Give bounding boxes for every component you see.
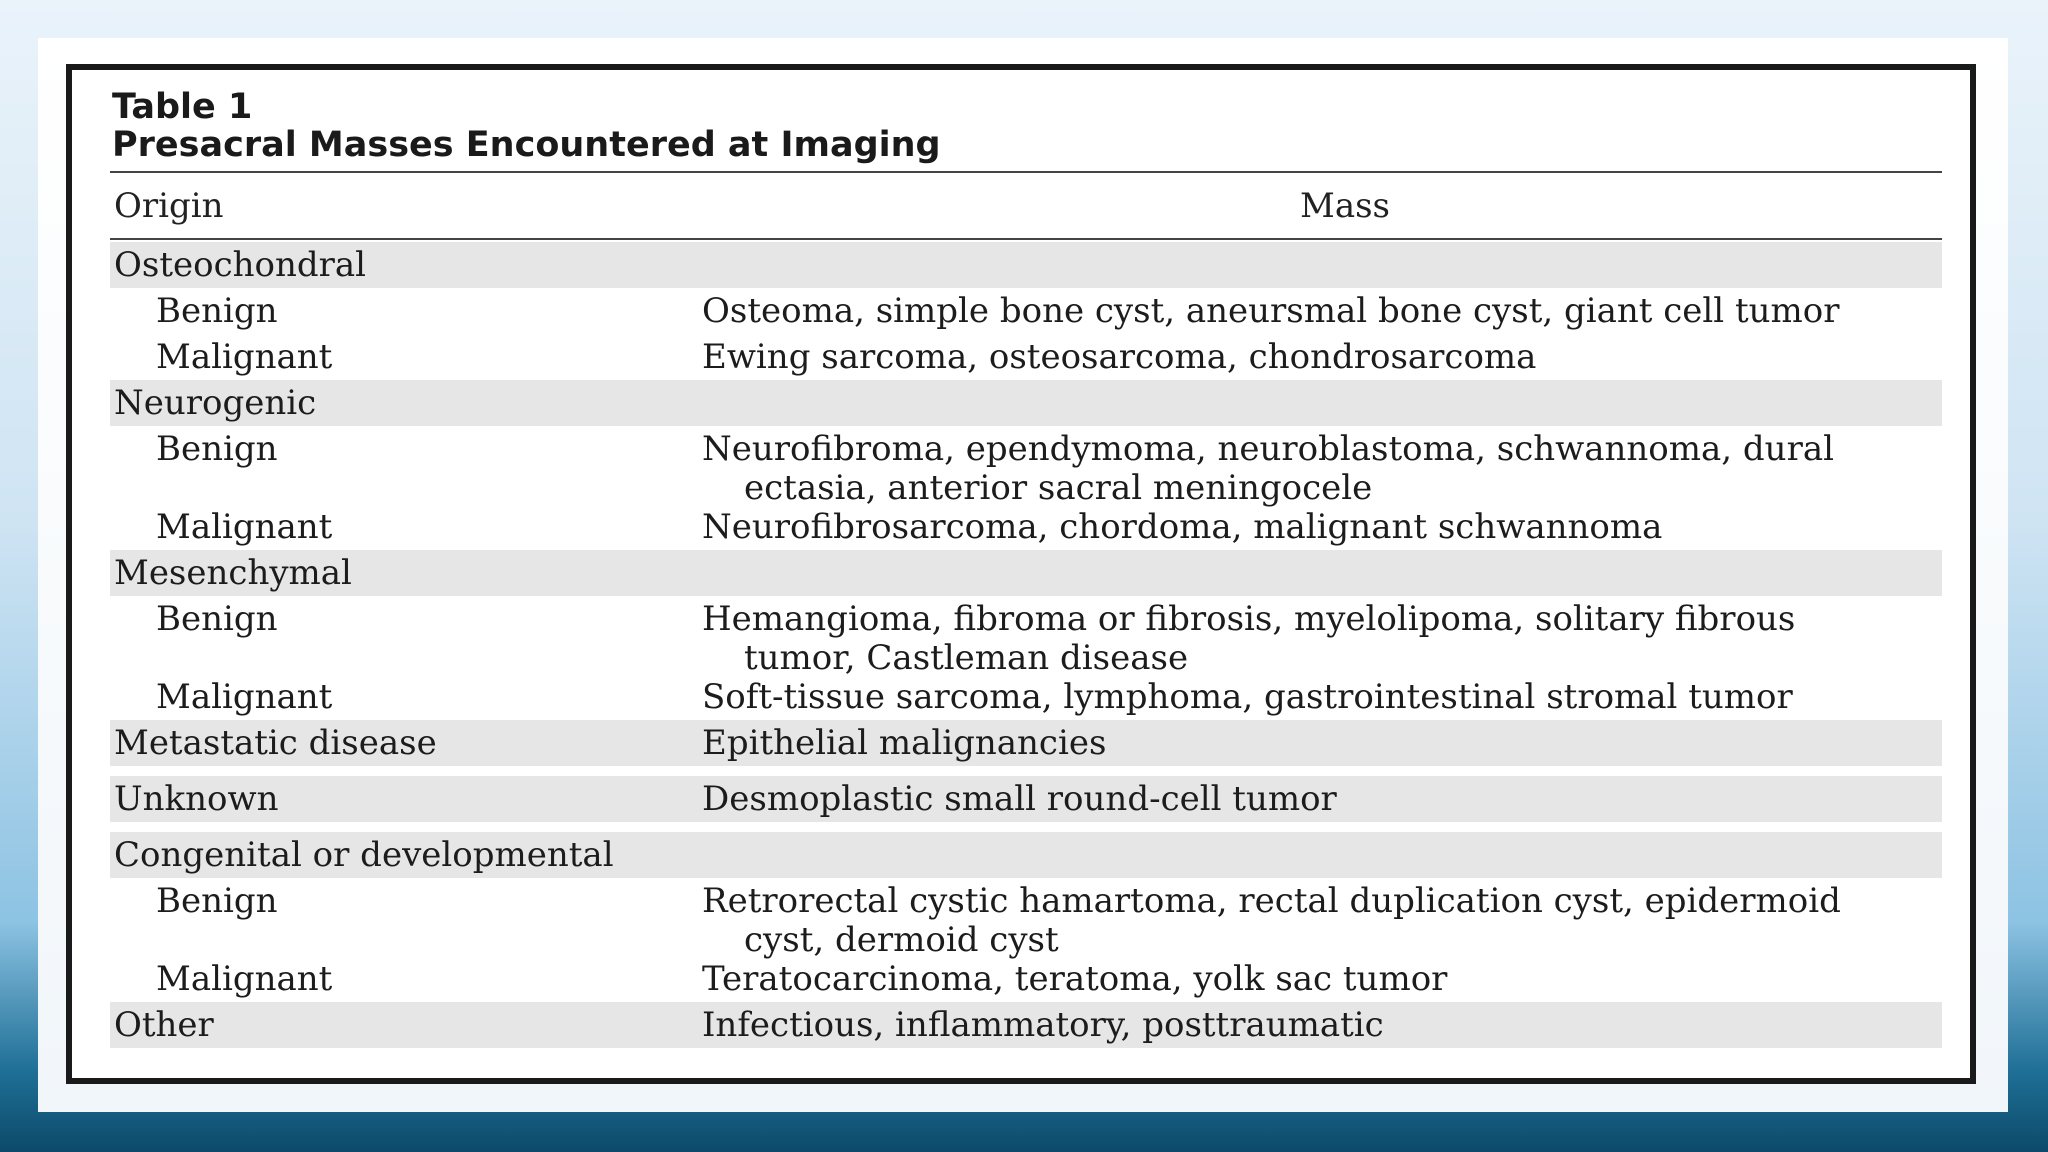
table-header-row [110, 180, 1942, 236]
origin-cell: Benign [156, 429, 278, 469]
table-row [110, 380, 1942, 426]
origin-cell: Mesenchymal [114, 553, 352, 593]
table-row [110, 426, 1942, 508]
table-row [110, 776, 1942, 822]
mass-cell: Neurofibrosarcoma, chordoma, malignant schwannoma [702, 507, 1663, 547]
origin-cell: Congenital or developmental [114, 835, 614, 875]
origin-cell: Malignant [156, 959, 333, 999]
table-row [110, 550, 1942, 596]
table-row [110, 288, 1942, 334]
origin-cell: Neurogenic [114, 383, 317, 423]
table-row [110, 334, 1942, 380]
origin-cell: Malignant [156, 677, 333, 717]
mass-cell: Soft-tissue sarcoma, lymphoma, gastrointestinal stromal tumor [702, 677, 1793, 717]
origin-cell: Benign [156, 599, 278, 639]
mass-cell: Osteoma, simple bone cyst, aneursmal bone cyst, giant cell tumor [702, 291, 1840, 331]
table-row [110, 878, 1942, 960]
table-caption [112, 88, 941, 164]
table-row [110, 720, 1942, 766]
table-row [110, 596, 1942, 678]
header-origin: Origin [114, 186, 224, 226]
origin-cell: Osteochondral [114, 245, 367, 285]
table-row [110, 242, 1942, 288]
table-header-rule [110, 238, 1942, 240]
mass-cell: Teratocarcinoma, teratoma, yolk sac tumor [702, 959, 1448, 999]
mass-cell: Hemangioma, fibroma or fibrosis, myelolipoma, solitary fibrous tumor, Castleman disease [702, 599, 1796, 678]
origin-cell: Malignant [156, 507, 333, 547]
table-body [110, 242, 1942, 1048]
slide-background [38, 38, 2008, 1112]
mass-cell: Retrorectal cystic hamartoma, rectal duplication cyst, epidermoid cyst, dermoid cyst [702, 881, 1841, 960]
mass-cell: Neurofibroma, ependymoma, neuroblastoma, schwannoma, dural ectasia, anterior sacral meningocele [702, 429, 1834, 508]
table-row [110, 1002, 1942, 1048]
table-row [110, 832, 1942, 878]
table-card [66, 64, 1976, 1084]
origin-cell: Unknown [114, 779, 279, 819]
mass-cell: Ewing sarcoma, osteosarcoma, chondrosarcoma [702, 337, 1537, 377]
table-row [110, 674, 1942, 720]
table-row [110, 504, 1942, 550]
origin-cell: Benign [156, 881, 278, 921]
origin-cell: Metastatic disease [114, 723, 437, 763]
table-row [110, 956, 1942, 1002]
table-title: Presacral Masses Encountered at Imaging [112, 125, 941, 165]
mass-cell: Desmoplastic small round-cell tumor [702, 779, 1337, 819]
mass-cell: Infectious, inflammatory, posttraumatic [702, 1005, 1384, 1045]
mass-cell: Epithelial malignancies [702, 723, 1107, 763]
table-label: Table 1 [112, 87, 253, 127]
origin-cell: Malignant [156, 337, 333, 377]
header-mass: Mass [1300, 186, 1390, 226]
table-top-rule [110, 171, 1942, 173]
origin-cell: Benign [156, 291, 278, 331]
origin-cell: Other [114, 1005, 214, 1045]
